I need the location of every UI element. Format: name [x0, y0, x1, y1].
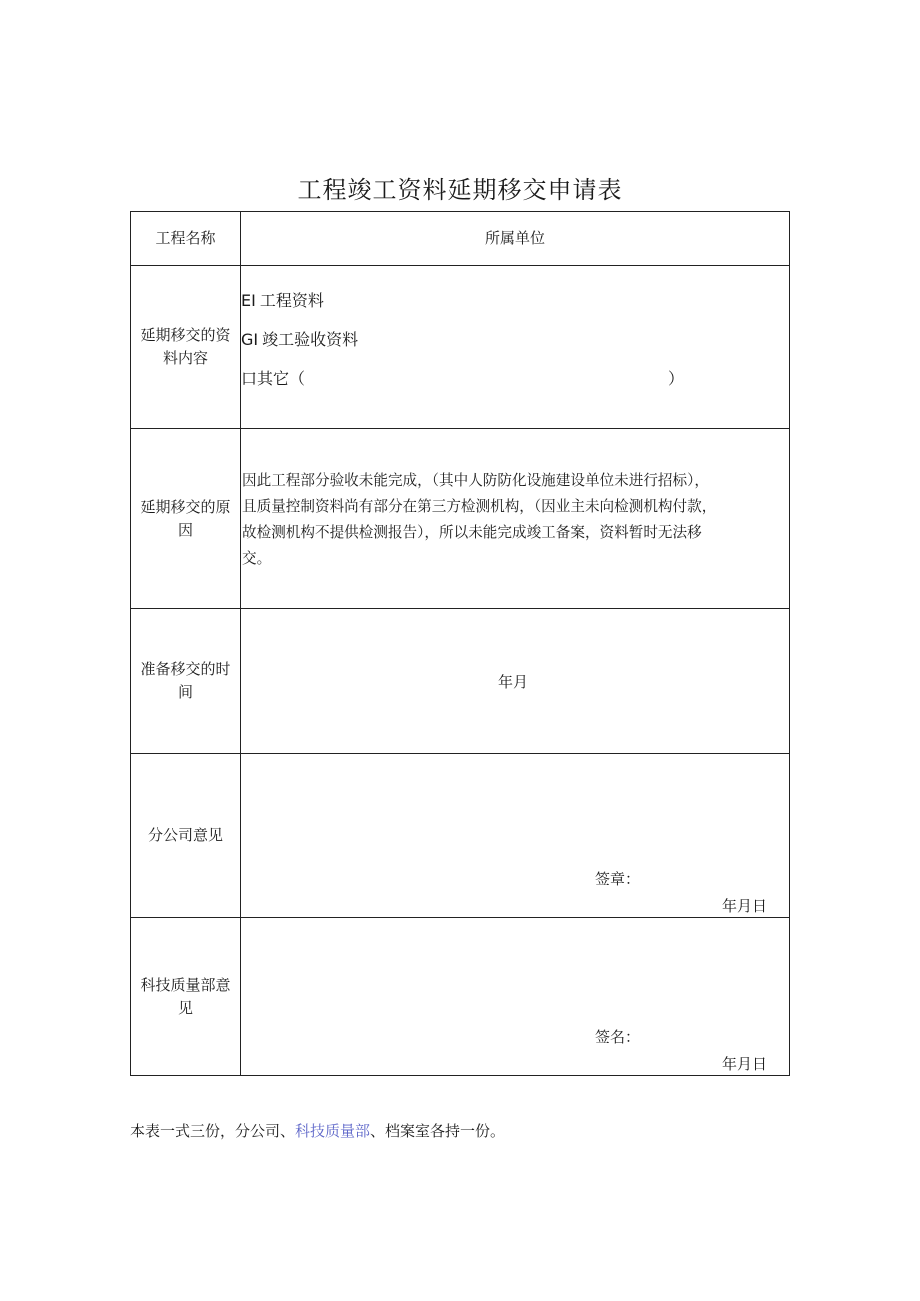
option-text: 工程资料 [259, 291, 324, 310]
branch-date: 年月日 [722, 897, 768, 915]
checkbox-mark: 口 [241, 369, 258, 388]
delayed-content-label-line2: 料内容 [162, 349, 208, 367]
quality-sign-label: 签名： [595, 1028, 641, 1046]
quality-date: 年月日 [722, 1055, 768, 1073]
unit-label: 所属单位 [484, 229, 545, 247]
footer-note [130, 1120, 505, 1141]
transfer-time-value: 年月 [498, 673, 529, 691]
reason-line: 且质量控制资料尚有部分在第三方检测机构，（因业主未向检测机构付款， [242, 498, 717, 515]
branch-opinion-label: 分公司意见 [147, 826, 223, 844]
project-name-label: 工程名称 [155, 229, 216, 247]
delay-reason-label-line1: 延期移交的原 [140, 497, 231, 516]
table-border-bottom [130, 1075, 790, 1076]
option-text: 其它（ [257, 369, 306, 388]
branch-seal-label: 签章： [595, 870, 641, 888]
application-table [130, 211, 790, 1076]
delayed-content-label [131, 266, 240, 428]
delayed-content-label-line1: 延期移交的资 [140, 326, 231, 344]
quality-dept-label-line2: 见 [177, 998, 193, 1017]
reason-line: 因此工程部分验收未能完成，（其中人防防化设施建设单位未进行招标）， [242, 472, 709, 489]
quality-dept-opinion-label [131, 918, 240, 1075]
option-engineering-docs[interactable] [241, 289, 324, 312]
footer-note-part1: 本表一式三份，分公司、 [130, 1122, 296, 1140]
form-title: 工程竣工资料延期移交申请表 [297, 176, 623, 204]
transfer-time-label-line1: 准备移交的时 [140, 660, 231, 678]
option-acceptance-docs[interactable] [241, 328, 358, 351]
option-text: 竣工验收资料 [262, 330, 359, 349]
checkbox-mark: EI [241, 291, 256, 310]
footer-note-part2: 、档案室各持一份。 [370, 1122, 506, 1140]
reason-line: 故检测机构不提供检测报告），所以未能完成竣工备案，资料暂时无法移 [242, 524, 702, 541]
reason-line: 交。 [242, 550, 272, 567]
delay-reason-label [131, 429, 240, 608]
checkbox-mark: GI [241, 330, 259, 349]
table-border-right [789, 211, 790, 1076]
option-other[interactable] [241, 367, 305, 390]
quality-dept-label-line1: 科技质量部意 [140, 975, 231, 994]
footer-note-highlight: 科技质量部 [295, 1122, 371, 1140]
delay-reason-text [242, 468, 790, 572]
transfer-time-label [131, 609, 240, 753]
other-close-paren: ） [668, 369, 685, 388]
delay-reason-label-line2: 因 [177, 520, 193, 539]
transfer-time-label-line2: 间 [177, 683, 193, 701]
